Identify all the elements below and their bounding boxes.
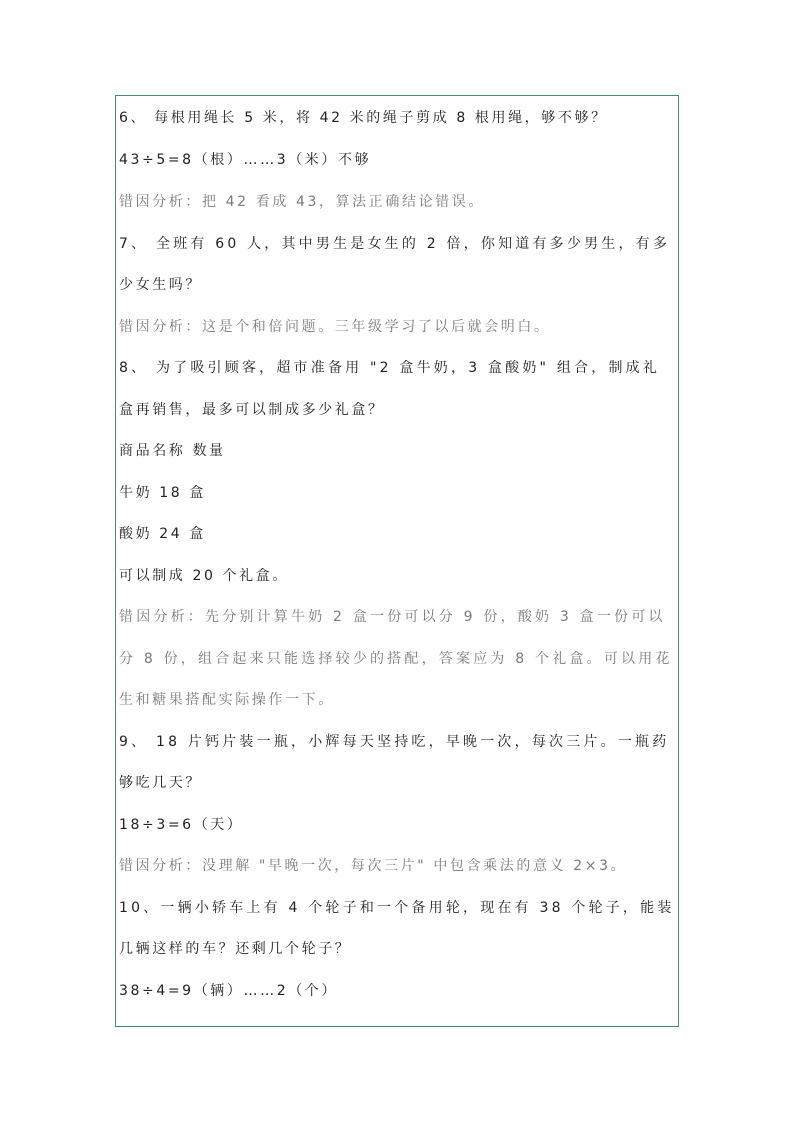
q10-question-line2: 几辆这样的车？还剩几个轮子？ <box>119 941 352 957</box>
q8-question-line2: 盒再销售，最多可以制成多少礼盒？ <box>119 402 385 418</box>
q8-table-row-yogurt: 酸奶 24 盒 <box>119 526 206 542</box>
q8-answer: 可以制成 20 个礼盒。 <box>119 568 289 584</box>
q8-analysis-line3: 生和糖果搭配实际操作一下。 <box>119 692 335 708</box>
q6-answer: 43÷5=8（根）……3（米）不够 <box>119 152 372 168</box>
q9-analysis: 错因分析：没理解 "早晚一次，每次三片" 中包含乘法的意义 2×3。 <box>119 858 628 874</box>
q6-question: 6、 每根用绳长 5 米，将 42 米的绳子剪成 8 根用绳，够不够？ <box>119 110 608 126</box>
q8-table-row-milk: 牛奶 18 盒 <box>119 485 206 501</box>
q7-question-line1: 7、 全班有 60 人，其中男生是女生的 2 倍，你知道有多少男生，有多 <box>119 236 671 252</box>
q8-analysis-line1: 错因分析：先分别计算牛奶 2 盒一份可以分 9 份，酸奶 3 盒一份可以 <box>119 609 666 625</box>
q7-analysis: 错因分析：这是个和倍问题。三年级学习了以后就会明白。 <box>119 319 551 335</box>
q10-answer: 38÷4=9（辆）……2（个） <box>119 983 338 999</box>
q7-question-line2: 少女生吗？ <box>119 277 202 293</box>
q8-analysis-line2: 分 8 份，组合起来只能选择较少的搭配，答案应为 8 个礼盒。可以用花 <box>119 651 673 667</box>
q6-analysis: 错因分析：把 42 看成 43，算法正确结论错误。 <box>119 194 485 210</box>
q8-table-header: 商品名称 数量 <box>119 443 226 459</box>
q10-question-line1: 10、一辆小轿车上有 4 个轮子和一个备用轮，现在有 38 个轮子，能装 <box>119 900 675 916</box>
q9-question-line2: 够吃几天？ <box>119 775 202 791</box>
q8-question-line1: 8、 为了吸引顾客，超市准备用 "2 盒牛奶，3 盒酸奶" 组合，制成礼 <box>119 360 661 376</box>
q9-answer: 18÷3=6（天） <box>119 817 244 833</box>
q9-question-line1: 9、 18 片钙片装一瓶，小辉每天坚持吃，早晚一次，每次三片。一瓶药 <box>119 734 670 750</box>
